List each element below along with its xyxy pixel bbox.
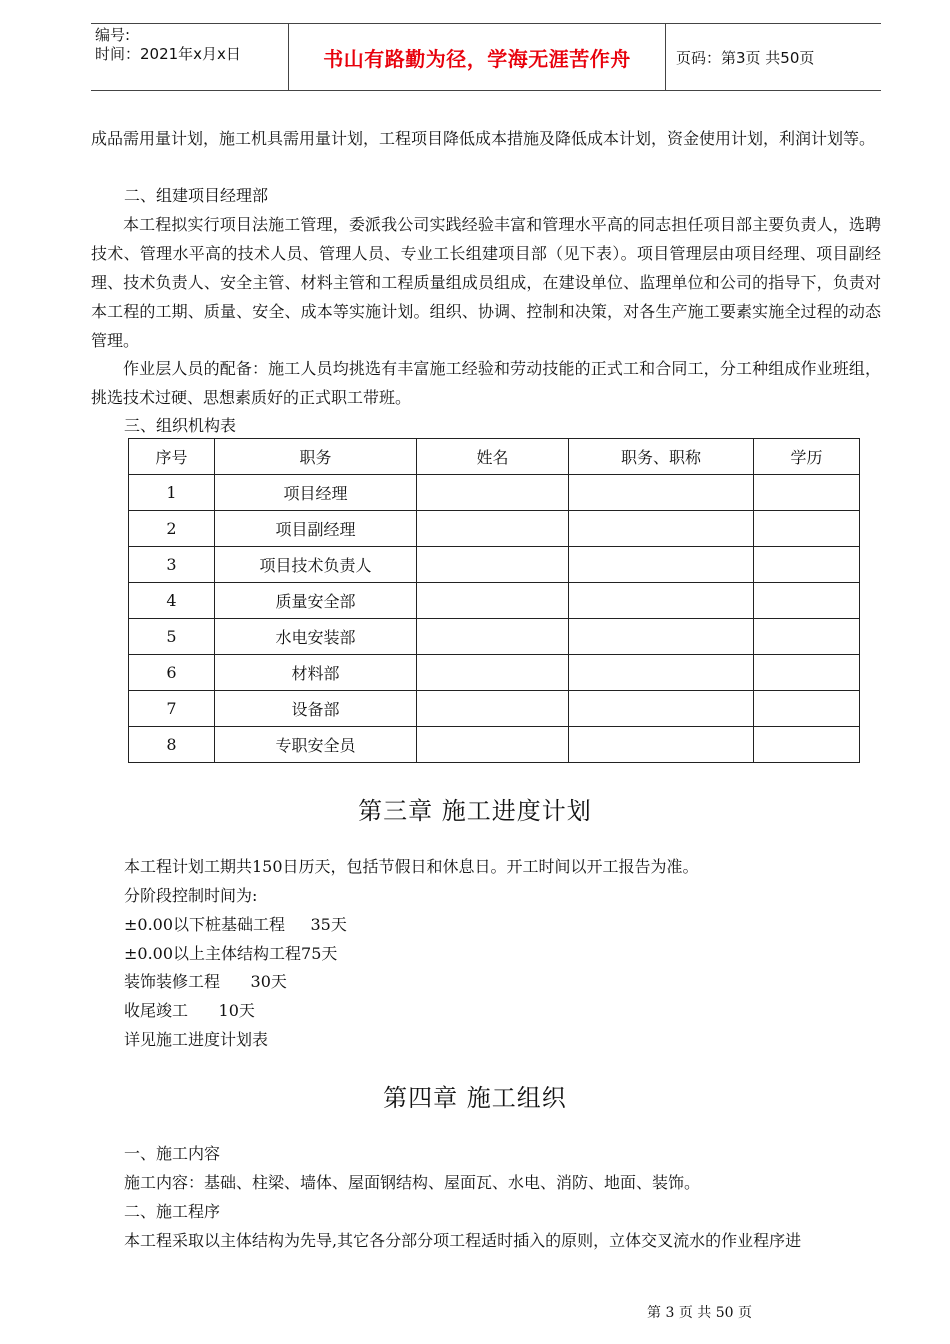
column-header: 职务: [215, 439, 417, 475]
table-cell: [417, 583, 569, 619]
table-cell: [754, 727, 860, 763]
column-header: 姓名: [417, 439, 569, 475]
page-header: [91, 23, 881, 91]
body-line: 本工程计划工期共150日历天，包括节假日和休息日。开工时间以开工报告为准。: [124, 857, 699, 876]
table-row: [129, 511, 860, 547]
body-line: 施工内容：基础、柱梁、墙体、屋面钢结构、屋面瓦、水电、消防、地面、装饰。: [124, 1173, 701, 1192]
document-number-label: 编号:: [95, 26, 131, 44]
table-cell: [569, 583, 754, 619]
table-row: [129, 475, 860, 511]
table-cell: [754, 511, 860, 547]
column-header: 职务、职称: [569, 439, 754, 475]
table-cell: [754, 619, 860, 655]
table-cell: [417, 475, 569, 511]
body-line: 分阶段控制时间为:: [124, 886, 258, 905]
table-cell: [417, 511, 569, 547]
table-cell: 7: [129, 691, 215, 727]
chapter-title: 第四章 施工组织: [383, 1084, 567, 1112]
table-cell: [569, 547, 754, 583]
table-cell: 8: [129, 727, 215, 763]
table-row: [129, 727, 860, 763]
table-cell: [754, 583, 860, 619]
table-cell: [754, 547, 860, 583]
table-cell: [569, 727, 754, 763]
page-footer: [0, 1302, 950, 1322]
body-line: 详见施工进度计划表: [124, 1030, 269, 1049]
table-cell: [417, 691, 569, 727]
table-cell: [569, 511, 754, 547]
body-line: 一、施工内容: [124, 1144, 221, 1163]
table-cell: [754, 655, 860, 691]
table-row: [129, 547, 860, 583]
column-header: 学历: [754, 439, 860, 475]
table-cell: [569, 691, 754, 727]
table-cell: [417, 727, 569, 763]
table-cell: 2: [129, 511, 215, 547]
table-row: [129, 691, 860, 727]
table-cell: [417, 547, 569, 583]
table-row: [129, 619, 860, 655]
table-cell: 6: [129, 655, 215, 691]
section-heading: 二、组建项目经理部: [124, 186, 269, 205]
body-line: ±0.00以下桩基础工程 35天: [124, 915, 347, 934]
paragraph: 作业层人员的配备：施工人员均挑选有丰富施工经验和劳动技能的正式工和合同工，分工种组成作业班组，挑选技术过硬、思想素质好的正式职工带班。: [91, 359, 881, 407]
table-cell: 质量安全部: [215, 583, 417, 619]
chapter-title: 第三章 施工进度计划: [358, 797, 592, 825]
body-line: ±0.00以上主体结构工程75天: [124, 944, 338, 963]
footer-page-number: 第 3 页 共 50 页: [647, 1305, 752, 1321]
body-line: 装饰装修工程 30天: [124, 972, 287, 991]
table-header-row: [129, 439, 860, 475]
paragraph: 成品需用量计划，施工机具需用量计划，工程项目降低成本措施及降低成本计划，资金使用计划，利润计划等。: [91, 129, 876, 148]
paragraph: 本工程拟实行项目法施工管理，委派我公司实践经验丰富和管理水平高的同志担任项目部主要负责人，选聘技术、管理水平高的技术人员、管理人员、专业工长组建项目部（见下表）。项目管理层由项目经理、项目副经理、技术负责人、安全主管、材料主管和工程质量组成员组成，在建设单位、监理单位和公司的指导下，负责对本工程的工期、质量、安全、成本等实施计划。组织、协调、控制和决策，对各生产施工要素实施全过程的动态管理。: [91, 215, 881, 350]
table-cell: [754, 691, 860, 727]
table-cell: 设备部: [215, 691, 417, 727]
table-cell: [569, 655, 754, 691]
table-cell: [569, 619, 754, 655]
table-cell: 材料部: [215, 655, 417, 691]
table-cell: 5: [129, 619, 215, 655]
table-cell: [569, 475, 754, 511]
table-cell: 1: [129, 475, 215, 511]
table-row: [129, 655, 860, 691]
header-motto: 书山有路勤为径，学海无涯苦作舟: [323, 46, 631, 71]
table-row: [129, 583, 860, 619]
table-cell: 项目技术负责人: [215, 547, 417, 583]
table-cell: 4: [129, 583, 215, 619]
header-divider: [665, 24, 666, 90]
table-cell: 3: [129, 547, 215, 583]
table-cell: 水电安装部: [215, 619, 417, 655]
organization-table: [128, 438, 860, 763]
document-time-label: 时间：2021年x月x日: [95, 45, 241, 63]
table-cell: 项目经理: [215, 475, 417, 511]
section-heading: 三、组织机构表: [124, 416, 237, 435]
table-cell: [417, 655, 569, 691]
table-cell: [754, 475, 860, 511]
table-cell: 专职安全员: [215, 727, 417, 763]
table-cell: 项目副经理: [215, 511, 417, 547]
column-header: 序号: [129, 439, 215, 475]
header-info: [95, 26, 285, 64]
table-cell: [417, 619, 569, 655]
body-line: 收尾竣工 10天: [124, 1001, 255, 1020]
header-page-number: 页码：第3页 共50页: [676, 48, 815, 67]
body-line: 二、施工程序: [124, 1202, 221, 1221]
body-line: 本工程采取以主体结构为先导,其它各分部分项工程适时插入的原则，立体交叉流水的作业程序进: [124, 1231, 802, 1250]
